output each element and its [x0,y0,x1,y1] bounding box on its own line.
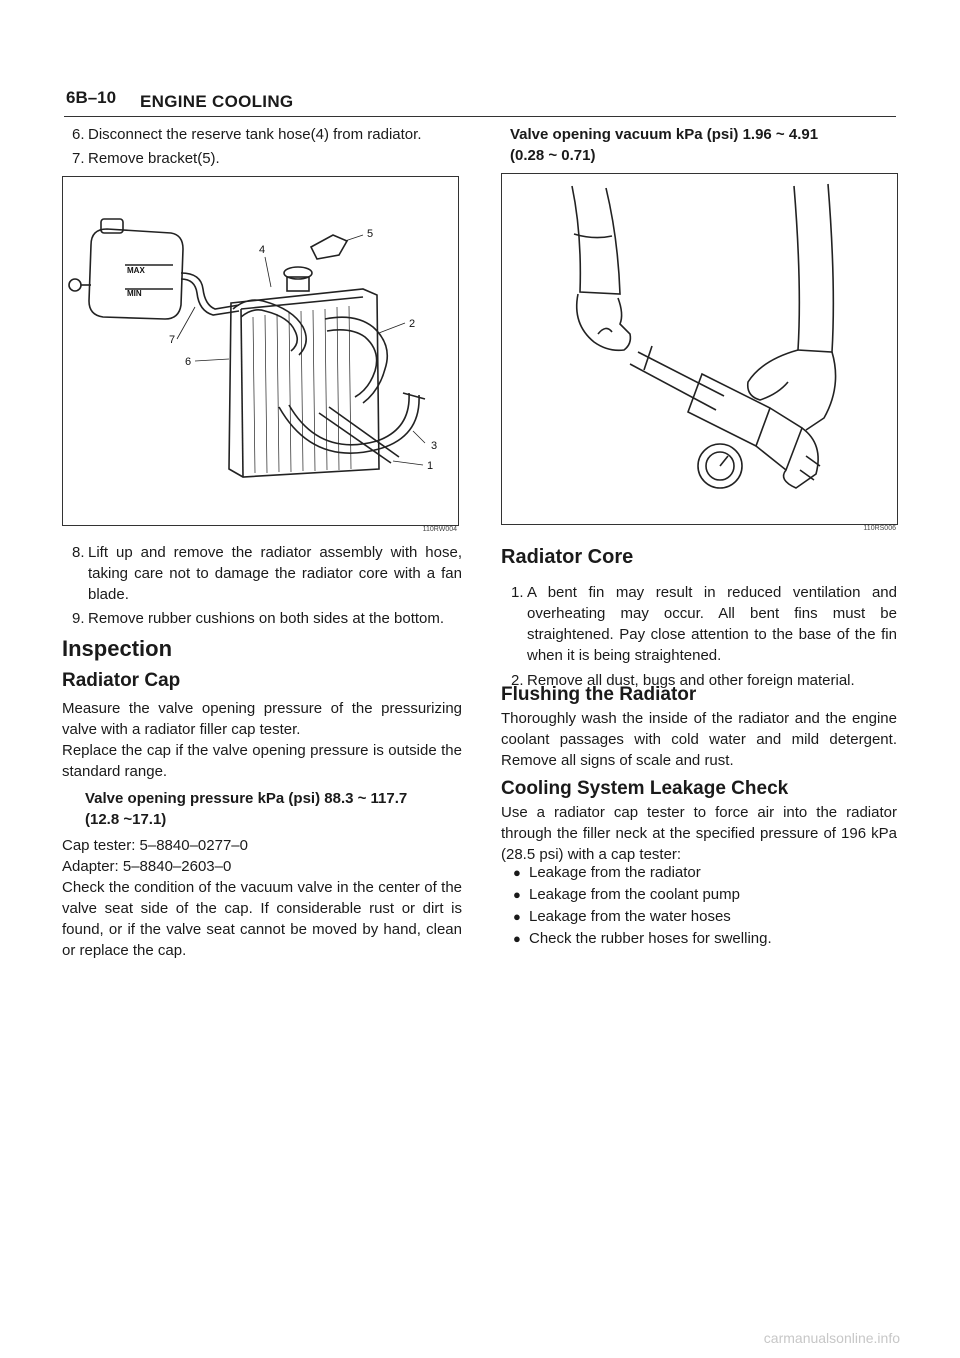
page-number: 6B–10 [66,88,117,107]
leakage-heading: Cooling System Leakage Check [501,778,789,799]
bullet-text: Check the rubber hoses for swelling. [529,930,772,947]
bullet-icon: ● [513,887,521,902]
section-title: ENGINE COOLING [140,92,294,111]
adapter: Adapter: 5–8840–2603–0 [62,858,232,875]
max-label: MAX [127,266,145,275]
step-number: 1. [511,584,524,601]
step-9 [62,608,462,629]
step-text: Lift up and remove the radiator assembly with hose, taking care not to damage the radiator core with a fan blade. [88,544,462,603]
cap-para-2: Replace the cap if the valve opening pressure is outside the standard range. [62,742,462,780]
callout-3: 3 [431,440,438,452]
step-number: 8. [72,544,85,561]
bullet-text: Leakage from the radiator [529,864,701,881]
step-7 [62,148,462,169]
radiator-removal-figure [62,176,459,526]
step-text: Remove all dust, bugs and other foreign material. [527,672,855,689]
bullet-item [501,884,897,906]
figure-code: 110RW004 [422,526,457,533]
core-steps [501,582,897,691]
cap-para-3: Check the condition of the vacuum valve in the center of the valve seat side of the cap. If considerable rust or dirt is found, or if the valve seat cannot be moved by hand, clean or replace the cap. [62,879,462,959]
bullet-icon: ● [513,931,521,946]
step-6 [62,124,462,145]
pressure-spec-psi: (12.8 ~17.1) [85,811,167,828]
callout-5: 5 [367,228,374,240]
callout-7: 7 [169,334,176,346]
step-text: A bent fin may result in reduced ventilation and overheating may occur. All bent fins must be straightened. Pay close attention to the base of the fin when it is being straightened. [527,584,897,664]
step-text: Remove rubber cushions on both sides at the bottom. [88,610,445,627]
step-text: Disconnect the reserve tank hose(4) from radiator. [88,126,422,143]
flushing-para: Thoroughly wash the inside of the radiator and the engine coolant passages with cold water and mild detergent. Remove all signs of scale and rust. [501,710,897,769]
vacuum-spec [501,124,897,166]
callout-1: 1 [427,460,434,472]
bullet-icon: ● [513,865,521,880]
header-divider [64,116,896,117]
bullet-text: Leakage from the water hoses [529,908,731,925]
step-text: Remove bracket(5). [88,150,220,167]
pressure-spec: Valve opening pressure kPa (psi) 88.3 ~ 117.7 [85,790,408,807]
radiator-core-heading: Radiator Core [501,546,634,568]
callout-6: 6 [185,356,192,368]
bullet-item [501,906,897,928]
cap-tester-figure [501,173,898,525]
leakage-checklist [501,862,897,950]
step-number: 6. [72,126,85,143]
min-label: MIN [127,289,142,298]
vacuum-spec-psi: (0.28 ~ 0.71) [510,147,596,164]
cap-para-1: Measure the valve opening pressure of the pressurizing valve with a radiator filler cap tester. [62,700,462,738]
radiator-diagram [63,177,458,525]
watermark: carmanualsonline.info [763,1330,900,1346]
callout-4: 4 [259,244,266,256]
bullet-icon: ● [513,909,521,924]
steps-bottom [62,542,462,629]
core-step-1 [501,582,897,666]
step-number: 9. [72,610,85,627]
callout-2: 2 [409,318,416,330]
radiator-cap-section [62,698,462,961]
figure-code-2: 110RS006 [863,525,896,532]
flushing-heading: Flushing the Radiator [501,684,697,705]
step-number: 7. [72,150,85,167]
inspection-heading: Inspection [62,636,173,661]
bullet-item [501,928,897,950]
leakage-para: Use a radiator cap tester to force air into the radiator through the filler neck at the specified pressure of 196 kPa (28.5 psi) with a cap tester: [501,804,897,863]
step-8 [62,542,462,605]
cap-tester-illustration [502,174,897,524]
bullet-item [501,862,897,884]
steps-top [62,124,462,169]
bullet-text: Leakage from the coolant pump [529,886,740,903]
cap-tester: Cap tester: 5–8840–0277–0 [62,837,248,854]
vacuum-spec-line: Valve opening vacuum kPa (psi) 1.96 ~ 4.91 [510,126,819,143]
radiator-cap-heading: Radiator Cap [62,670,181,691]
step-number: 2. [511,672,524,689]
